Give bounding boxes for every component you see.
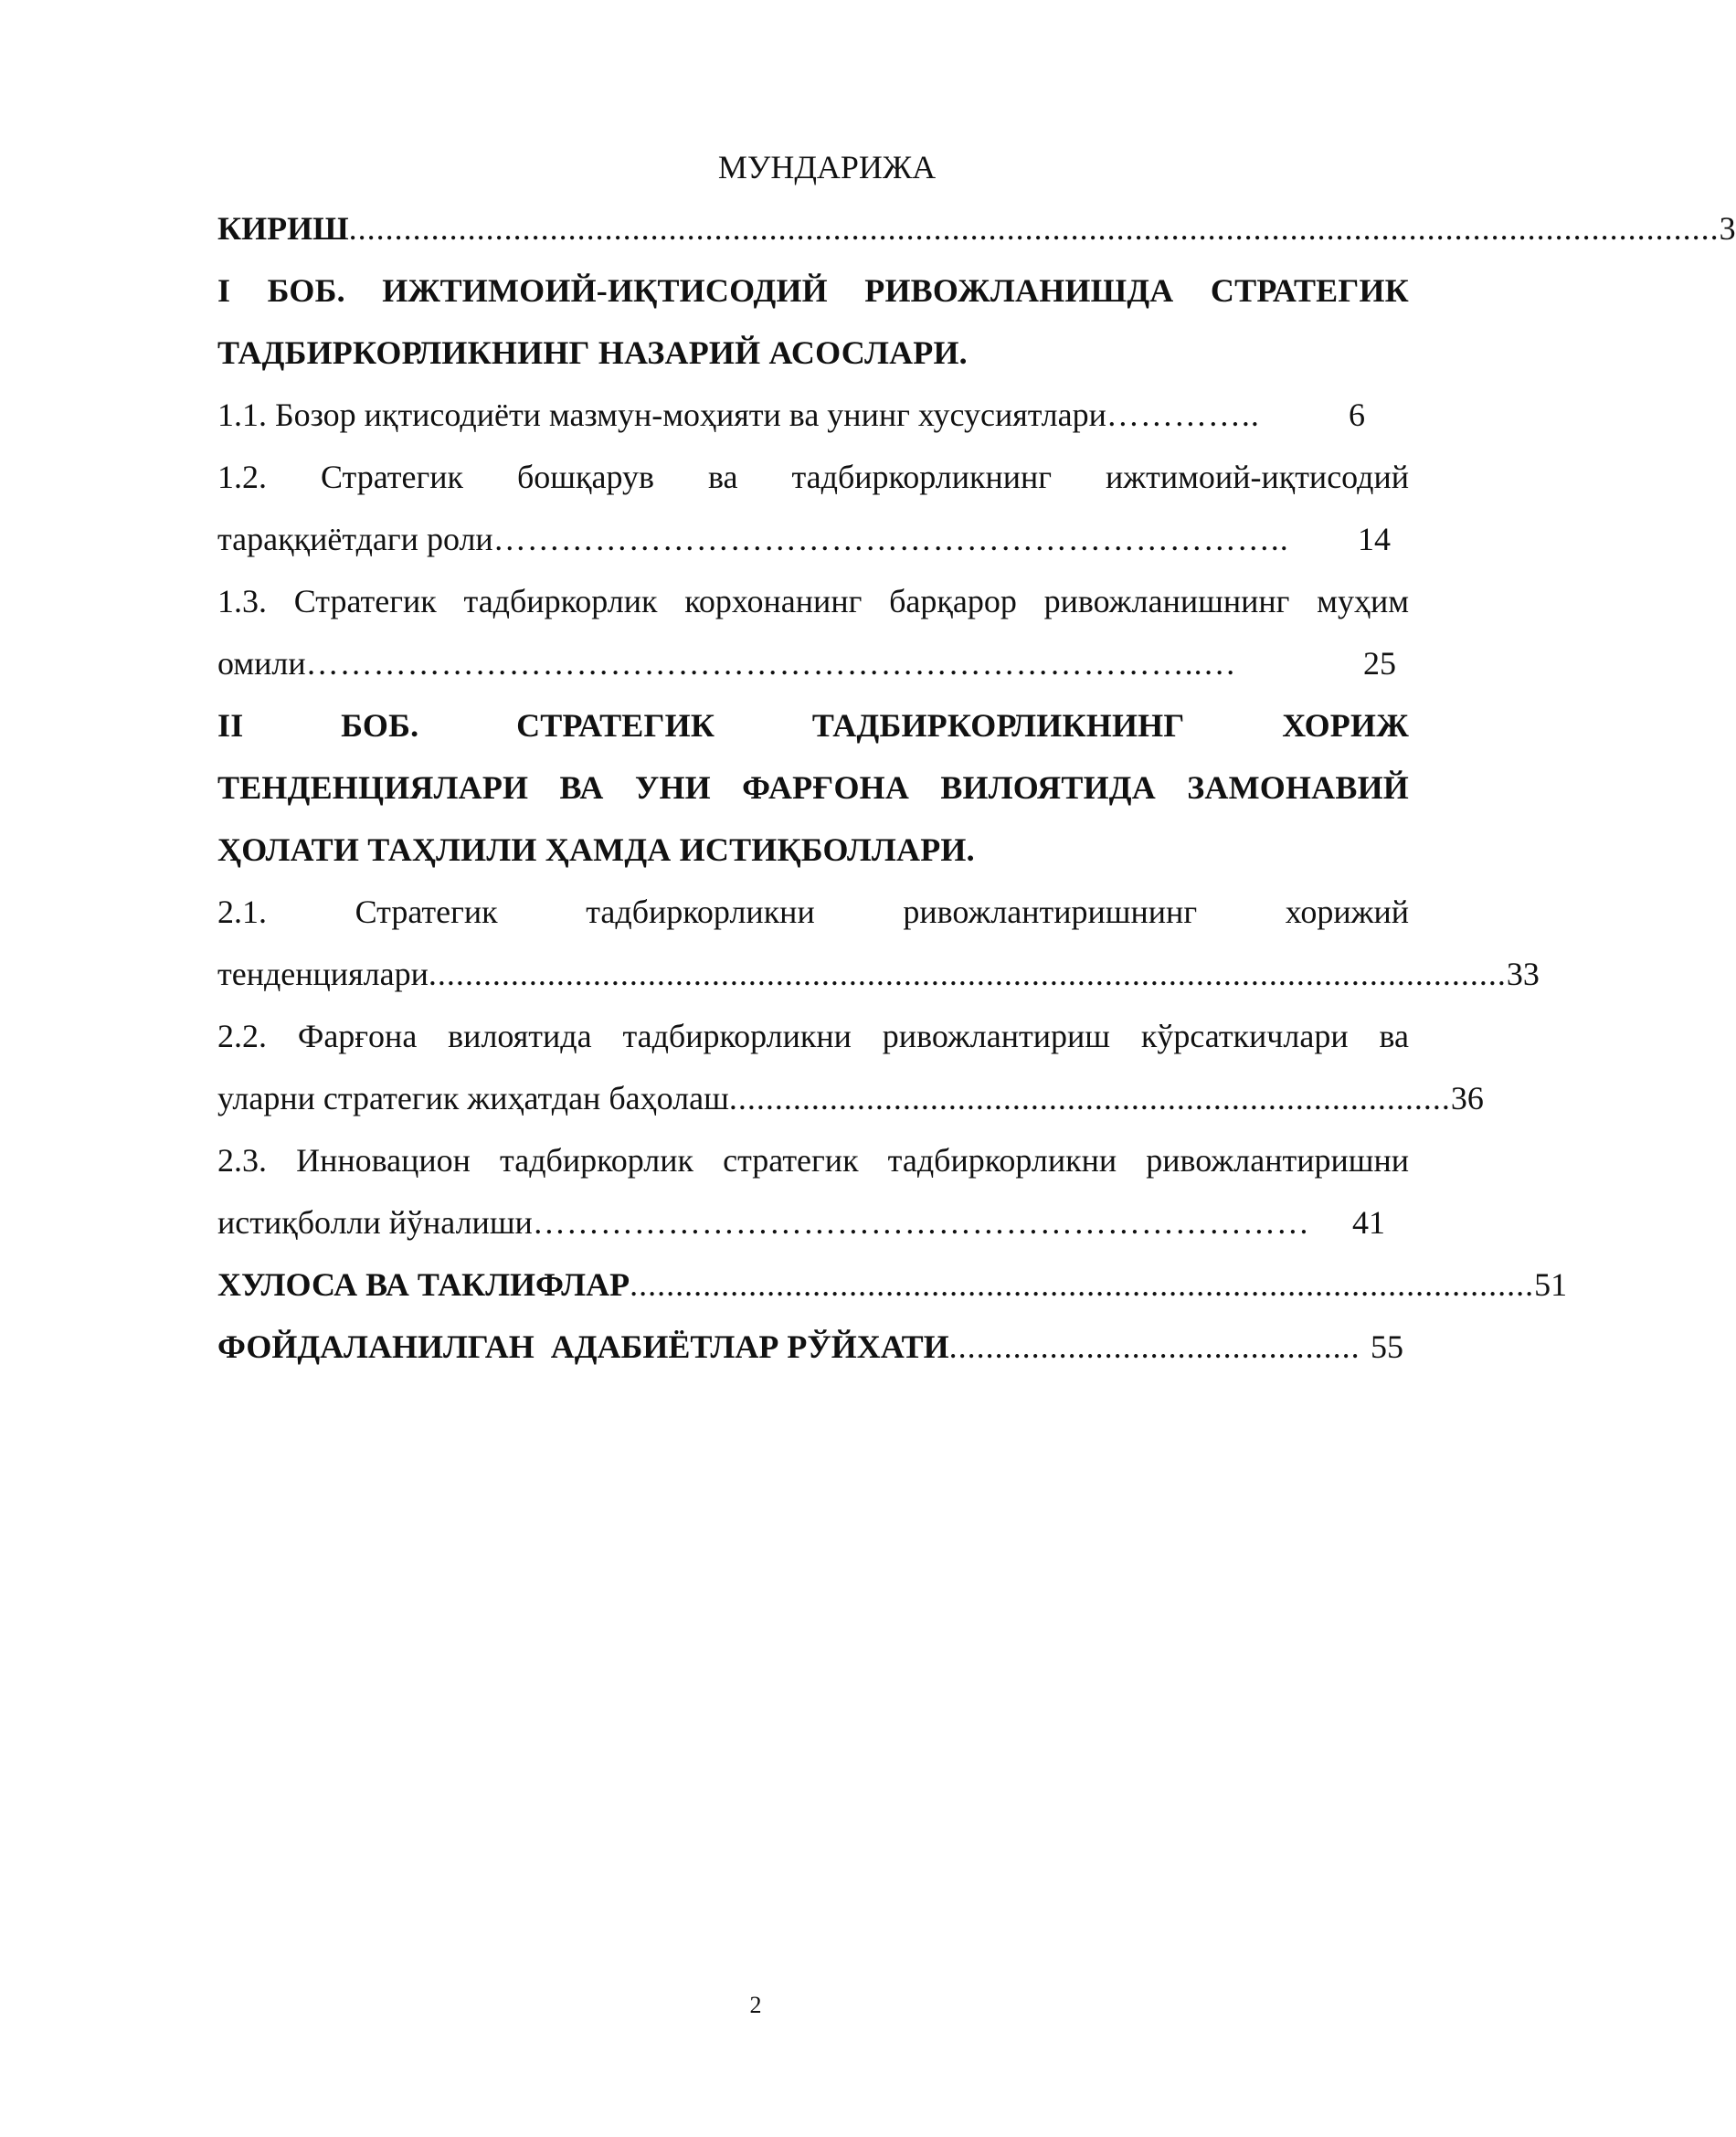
toc-chapter-2-line-2: ТЕНДЕНЦИЯЛАРИ ВА УНИ ФАРҒОНА ВИЛОЯТИДА ЗАМОНАВИЙ [217, 769, 1409, 806]
toc-entry-leader: ............................................................................... [728, 1080, 1451, 1116]
toc-entry-conclusion [217, 1254, 1568, 1316]
toc-entry-1-2-line-1: 1.2. Стратегик бошқарув ва тадбиркорликнинг ижтимоий-иқтисодий [217, 459, 1409, 495]
toc-entry-1-3 [217, 632, 1396, 694]
toc-entry-text: тенденциялари [217, 956, 429, 992]
toc-entry-page: 55 [1371, 1328, 1403, 1365]
toc-entry-text: 1.1. Бозор иқтисодиёти мазмун-моҳияти ва унинг хусусиятлари [217, 397, 1106, 433]
toc-entry-page: 33 [1506, 956, 1540, 992]
toc-entry-leader: ............................................. [948, 1328, 1360, 1365]
toc-entry-references [217, 1316, 1403, 1378]
page-number: 2 [749, 1992, 762, 2018]
toc-entry-1-1 [217, 384, 1365, 446]
toc-entry-page: 14 [1358, 521, 1391, 557]
toc-chapter-2-line-1: II БОБ. СТРАТЕГИК ТАДБИРКОРЛИКНИНГ ХОРИЖ [217, 707, 1409, 744]
toc-entry-text: омили [217, 645, 306, 682]
toc-entry-intro [217, 197, 1736, 259]
toc-chapter-2-line-3: ҲОЛАТИ ТАҲЛИЛИ ҲАМДА ИСТИҚБОЛЛАРИ. [217, 831, 975, 868]
toc-entry-1-3-line-1: 1.3. Стратегик тадбиркорлик корхонанинг барқарор ривожланишнинг муҳим [217, 583, 1409, 619]
toc-chapter-1-line-2: ТАДБИРКОРЛИКНИНГ НАЗАРИЙ АСОСЛАРИ. [217, 334, 968, 371]
toc-entry-leader: ………….. [1106, 397, 1260, 433]
toc-entry-leader: ................................................................................................... [630, 1266, 1535, 1303]
toc-title: МУНДАРИЖА [717, 149, 937, 185]
toc-entry-leader: ...................................................................................................................................................... [348, 210, 1720, 247]
toc-entry-text: истиқболли йўналиши [217, 1204, 533, 1241]
toc-entry-leader: …………………………………………………………… [532, 1204, 1310, 1241]
toc-entry-text: КИРИШ [217, 210, 349, 247]
toc-entry-text: ФОЙДАЛАНИЛГАН АДАБИЁТЛАР РЎЙХАТИ [217, 1328, 949, 1365]
toc-entry-text: уларни стратегик жиҳатдан баҳолаш [217, 1080, 729, 1116]
toc-entry-2-2 [217, 1067, 1484, 1129]
toc-entry-2-1-line-1: 2.1. Стратегик тадбиркорликни ривожлантиришнинг хорижий [217, 894, 1409, 930]
table-of-contents [217, 137, 1736, 1378]
toc-entry-leader: ……………………………………………………………………..… [305, 645, 1237, 682]
toc-entry-2-1 [217, 943, 1540, 1005]
toc-entry-1-2 [217, 508, 1391, 570]
toc-entry-page: 6 [1349, 397, 1365, 433]
toc-entry-page: 51 [1534, 1266, 1568, 1303]
toc-entry-text: ХУЛОСА ВА ТАКЛИФЛАР [217, 1266, 630, 1303]
toc-entry-leader: ...................................................................................................................... [428, 956, 1507, 992]
toc-entry-leader: …………………………………………………………….. [492, 521, 1289, 557]
toc-entry-page: 25 [1363, 645, 1396, 682]
toc-entry-page: 36 [1450, 1080, 1484, 1116]
toc-entry-2-3 [217, 1191, 1385, 1254]
toc-entry-2-3-line-1: 2.3. Инновацион тадбиркорлик стратегик тадбиркорликни ривожлантиришни [217, 1142, 1409, 1179]
toc-entry-text: тараққиётдаги роли [217, 521, 493, 557]
toc-entry-2-2-line-1: 2.2. Фарғона вилоятида тадбиркорликни ривожлантириш кўрсаткичлари ва [217, 1018, 1409, 1054]
toc-chapter-1-line-1: I БОБ. ИЖТИМОИЙ-ИҚТИСОДИЙ РИВОЖЛАНИШДА СТРАТЕГИК [217, 272, 1409, 309]
toc-entry-page: 41 [1352, 1204, 1385, 1241]
toc-entry-page: 3 [1719, 210, 1736, 247]
